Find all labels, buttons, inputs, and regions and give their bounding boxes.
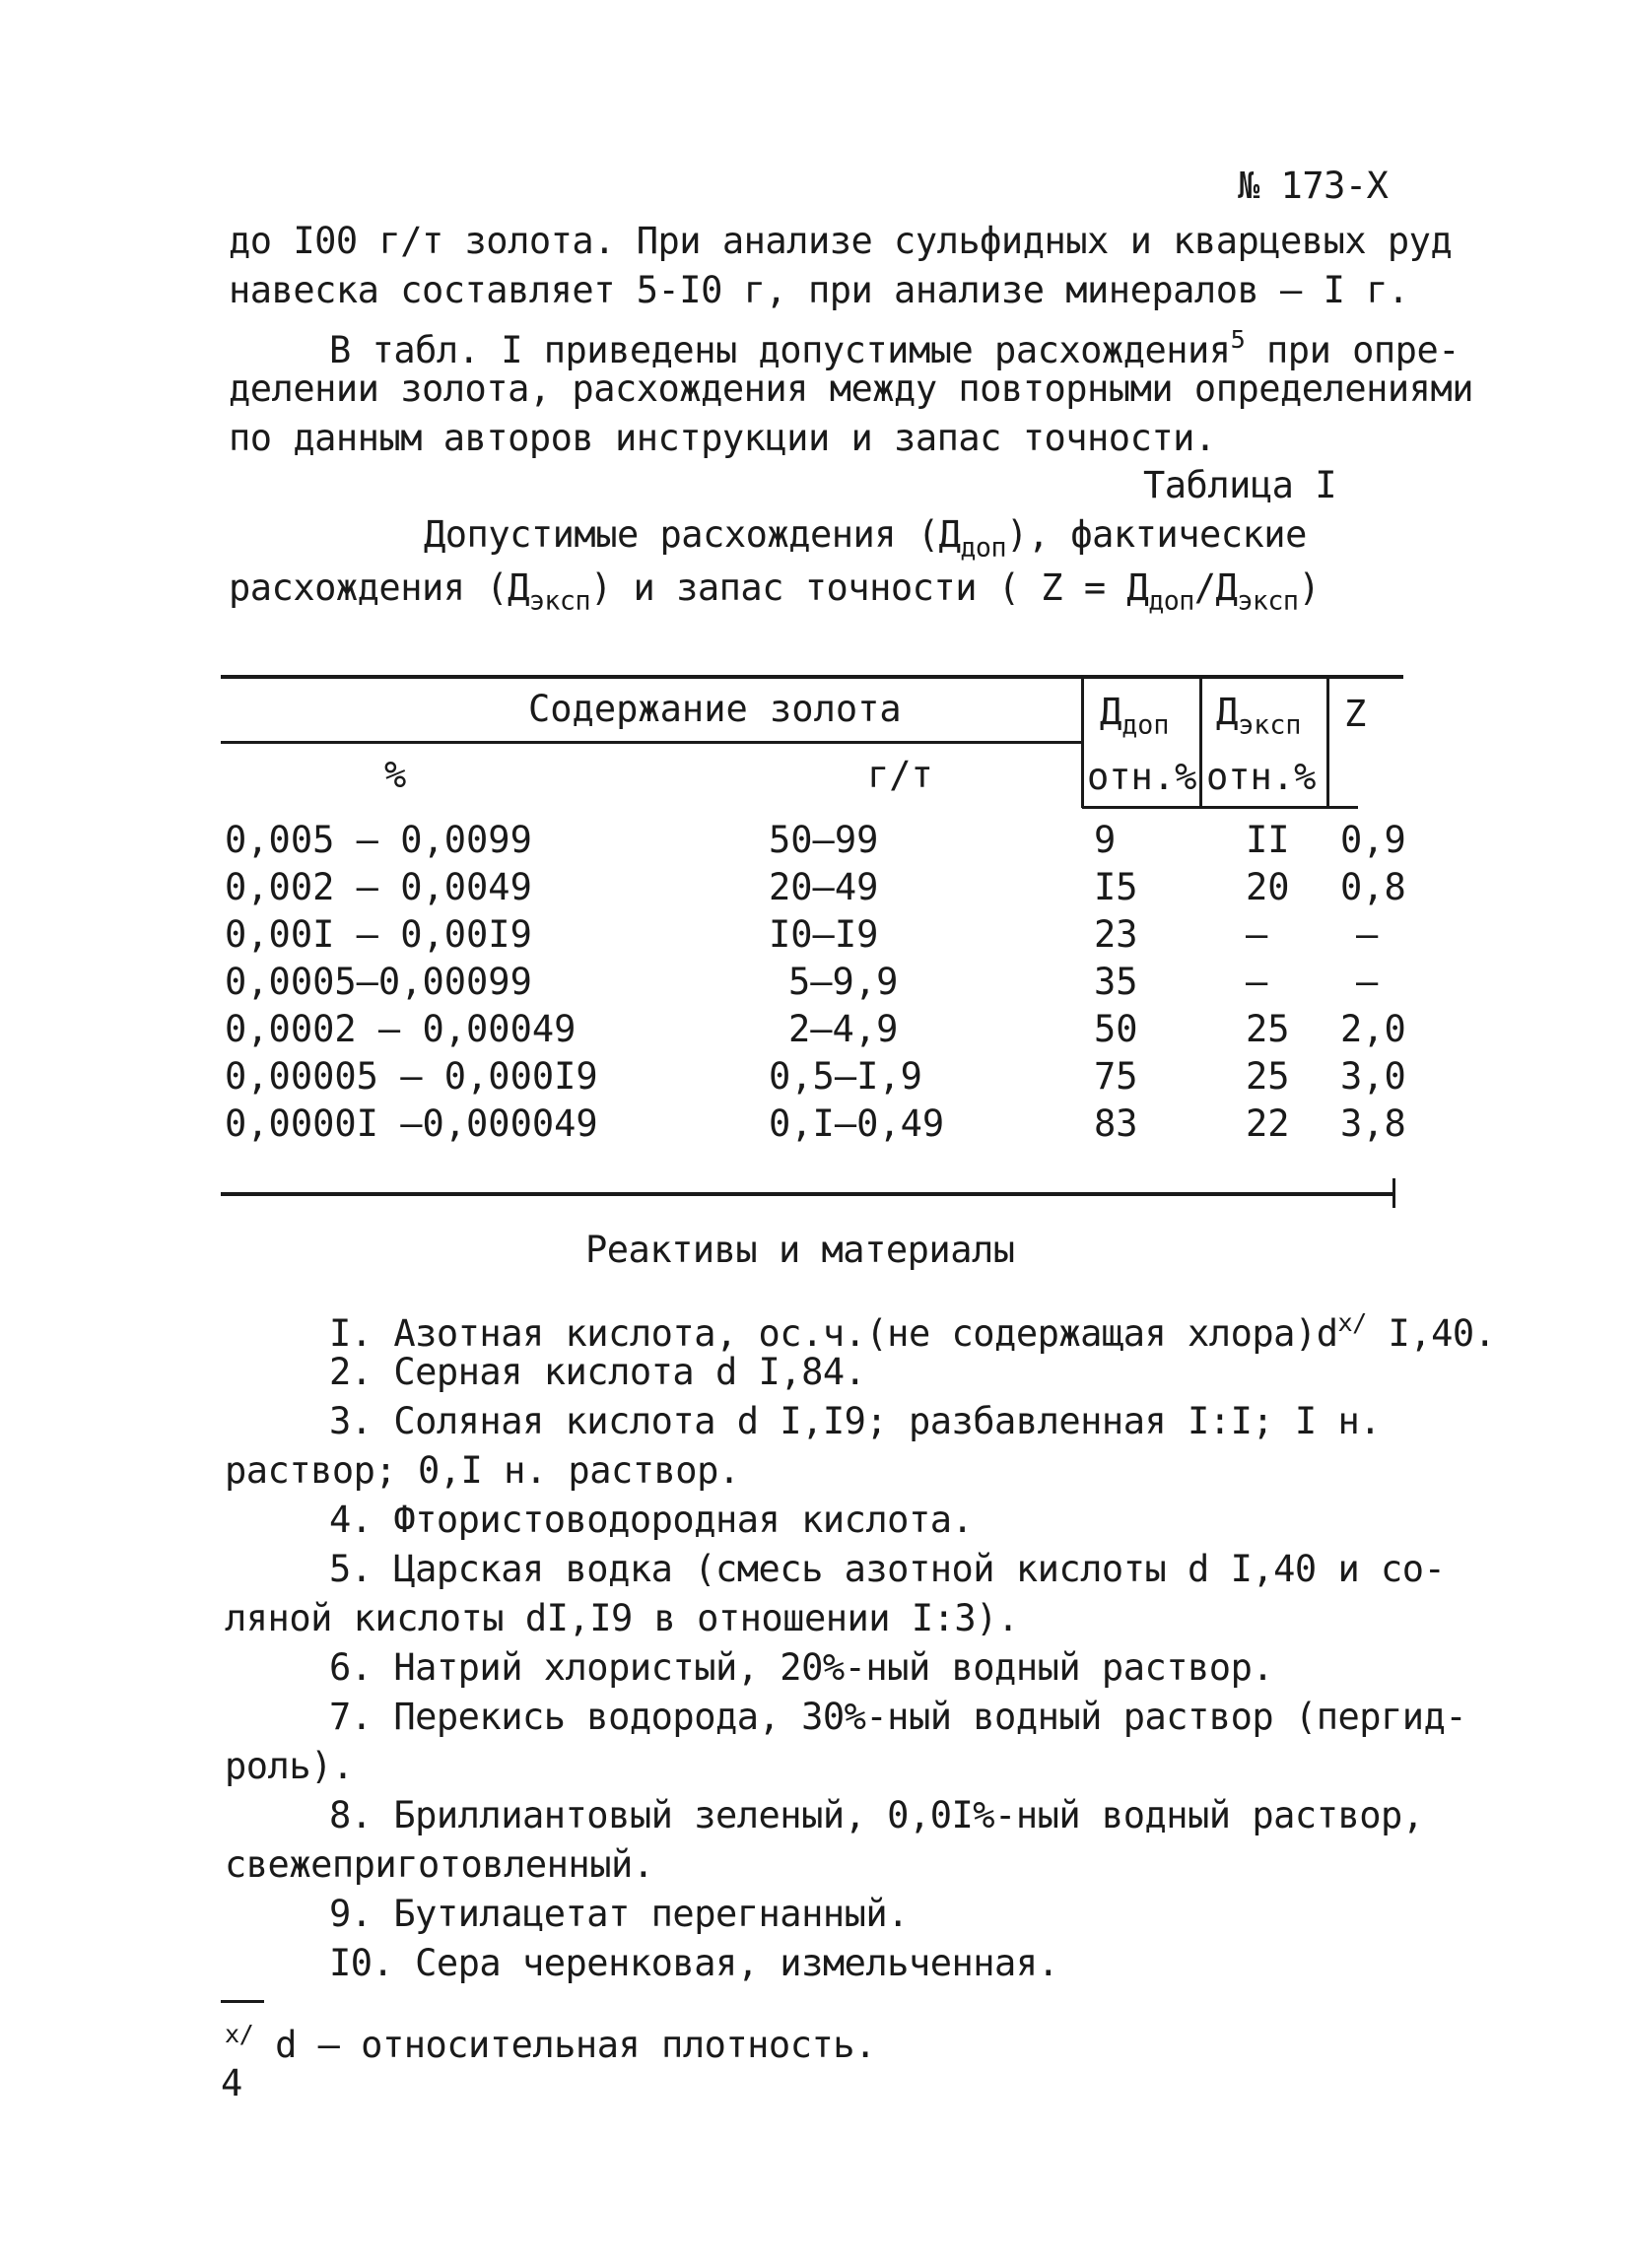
cell-percent: 0,0000I –0,000049 (225, 1102, 598, 1145)
reagent-item-5-line-1: 5. Царская водка (смесь азотной кислоты d I,40 и со- (329, 1548, 1446, 1590)
reagent-item-8-line-2: свежеприготовленный. (225, 1843, 654, 1886)
intro-line-3-text: В табл. I приведены допустимые расхождения (329, 329, 1231, 372)
caption-l1-sub: доп (960, 532, 1006, 564)
header-percent: % (384, 754, 407, 796)
caption-l2-sub: эксп (528, 585, 590, 617)
caption-l2-d: /Д (1193, 567, 1238, 609)
footnote-ref-5: 5 (1230, 325, 1246, 354)
header-d-dop-main: Д (1100, 691, 1122, 733)
table-vrule-1 (1081, 676, 1084, 808)
caption-l2-b: ) и запас точности ( (590, 567, 1042, 609)
caption-l2-a: расхождения (Д (229, 567, 529, 609)
cell-d-eksp: II (1246, 819, 1290, 861)
reagent-item-4: 4. Фтористоводородная кислота. (329, 1499, 974, 1541)
cell-percent: 0,00I – 0,00I9 (225, 913, 532, 956)
reagents-title: Реактивы и материалы (585, 1229, 1015, 1271)
reagent-item-8-line-1: 8. Бриллиантовый зеленый, 0,0I%-ный водный раствор, (329, 1794, 1424, 1836)
reagent-item-7-line-2: роль). (225, 1745, 354, 1787)
cell-d-dop: 9 (1094, 819, 1117, 861)
caption-l2-e: ) (1298, 567, 1321, 609)
cell-d-eksp: 25 (1246, 1008, 1290, 1050)
reagent-1-d: d (1316, 1312, 1338, 1356)
table-header-bottom-rule (1082, 806, 1358, 809)
header-d-eksp-unit: отн.% (1206, 756, 1317, 798)
table-vrule-3 (1326, 676, 1329, 808)
reagent-item-9: 9. Бутилацетат перегнанный. (329, 1893, 909, 1935)
caption-l1-b: ), фактические (1006, 513, 1307, 556)
header-gold-content: Содержание золота (528, 688, 902, 730)
table-vrule-2 (1199, 676, 1202, 808)
header-g-per-t: г/т (867, 754, 933, 796)
footnote-mark: x/ (225, 2020, 254, 2048)
cell-g-per-t: 50–99 (769, 819, 879, 861)
cell-g-per-t: 0,5–I,9 (769, 1055, 922, 1098)
cell-d-dop: 23 (1094, 913, 1138, 956)
intro-line-5: по данным авторов инструкции и запас точности. (229, 417, 1216, 459)
table-top-rule (221, 675, 1403, 679)
cell-percent: 0,002 – 0,0049 (225, 866, 532, 908)
cell-d-eksp: – (1246, 961, 1268, 1003)
reagent-item-2: 2. Серная кислота d I,84. (329, 1351, 866, 1393)
cell-d-eksp: 25 (1246, 1055, 1290, 1098)
cell-g-per-t: 0,I–0,49 (769, 1102, 945, 1145)
header-z: Ζ (1344, 693, 1367, 735)
footnote-rule (221, 2000, 264, 2003)
cell-d-eksp: – (1246, 913, 1268, 956)
cell-z: – (1356, 913, 1379, 956)
cell-z: 0,9 (1340, 819, 1406, 861)
reagent-item-7-line-1: 7. Перекись водорода, 30%-ный водный раствор (пергид- (329, 1696, 1467, 1738)
cell-d-eksp: 22 (1246, 1102, 1290, 1145)
cell-percent: 0,0002 – 0,00049 (225, 1008, 577, 1050)
header-d-dop (1100, 688, 1169, 750)
cell-z: 3,0 (1340, 1055, 1406, 1098)
cell-g-per-t: I0–I9 (769, 913, 879, 956)
cell-percent: 0,0005–0,00099 (225, 961, 532, 1003)
cell-z: 0,8 (1340, 866, 1406, 908)
cell-d-dop: 35 (1094, 961, 1138, 1003)
table-group-rule (221, 741, 1084, 744)
table-bottom-rule (221, 1192, 1393, 1196)
cell-z: – (1356, 961, 1379, 1003)
document-number: № 173-Х (1238, 165, 1389, 207)
intro-line-1: до I00 г/т золота. При анализе сульфидных и кварцевых руд (229, 220, 1453, 262)
cell-d-dop: 75 (1094, 1055, 1138, 1098)
header-d-eksp (1216, 688, 1301, 750)
reagent-1-value: I,40. (1366, 1312, 1496, 1356)
reagent-1-footnote-mark: x/ (1337, 1308, 1367, 1337)
header-d-dop-unit: отн.% (1087, 756, 1197, 798)
caption-l2-c: = Д (1062, 567, 1149, 609)
intro-line-4: делении золота, расхождения между повторными определениями (229, 367, 1474, 410)
reagent-item-3-line-2: раствор; 0,I н. раствор. (225, 1449, 740, 1492)
footnote (225, 2010, 876, 2070)
header-d-eksp-main: Д (1216, 691, 1239, 733)
cell-d-dop: 50 (1094, 1008, 1138, 1050)
reagent-item-3-line-1: 3. Соляная кислота d I,I9; разбавленная I:I; I н. (329, 1400, 1382, 1442)
caption-l2-sub2: доп (1148, 585, 1194, 617)
cell-d-eksp: 20 (1246, 866, 1290, 908)
intro-line-3-end: при опре- (1245, 329, 1460, 372)
caption-l2-sub3: эксп (1237, 585, 1299, 617)
cell-d-dop: I5 (1094, 866, 1138, 908)
cell-g-per-t: 5–9,9 (788, 961, 899, 1003)
header-d-eksp-sub: эксп (1238, 709, 1302, 741)
footnote-text: d – относительная плотность. (253, 2024, 876, 2067)
caption-l2-z: Ζ (1041, 567, 1063, 609)
table-caption-line-2 (229, 564, 1320, 626)
cell-g-per-t: 2–4,9 (788, 1008, 899, 1050)
header-d-dop-sub: доп (1121, 709, 1170, 741)
caption-l1-a: Допустимые расхождения (Д (424, 513, 961, 556)
reagent-item-5-line-2: ляной кислоты dI,I9 в отношении I:3). (225, 1597, 1019, 1639)
cell-z: 3,8 (1340, 1102, 1406, 1145)
cell-d-dop: 83 (1094, 1102, 1138, 1145)
table-label: Таблица I (1143, 464, 1336, 506)
cell-g-per-t: 20–49 (769, 866, 879, 908)
cell-z: 2,0 (1340, 1008, 1406, 1050)
intro-line-2: навеска составляет 5-I0 г, при анализе минералов – I г. (229, 269, 1409, 311)
cell-percent: 0,005 – 0,0099 (225, 819, 532, 861)
reagent-item-10: I0. Сера черенковая, измельченная. (329, 1942, 1059, 1984)
cell-percent: 0,00005 – 0,000I9 (225, 1055, 598, 1098)
page-number: 4 (221, 2062, 242, 2104)
reagent-item-6: 6. Натрий хлористый, 20%-ный водный раствор. (329, 1646, 1274, 1689)
reagent-1-text: I. Азотная кислота, ос.ч.(не содержащая хлора) (329, 1312, 1317, 1356)
table-vrule-end (1392, 1178, 1395, 1208)
